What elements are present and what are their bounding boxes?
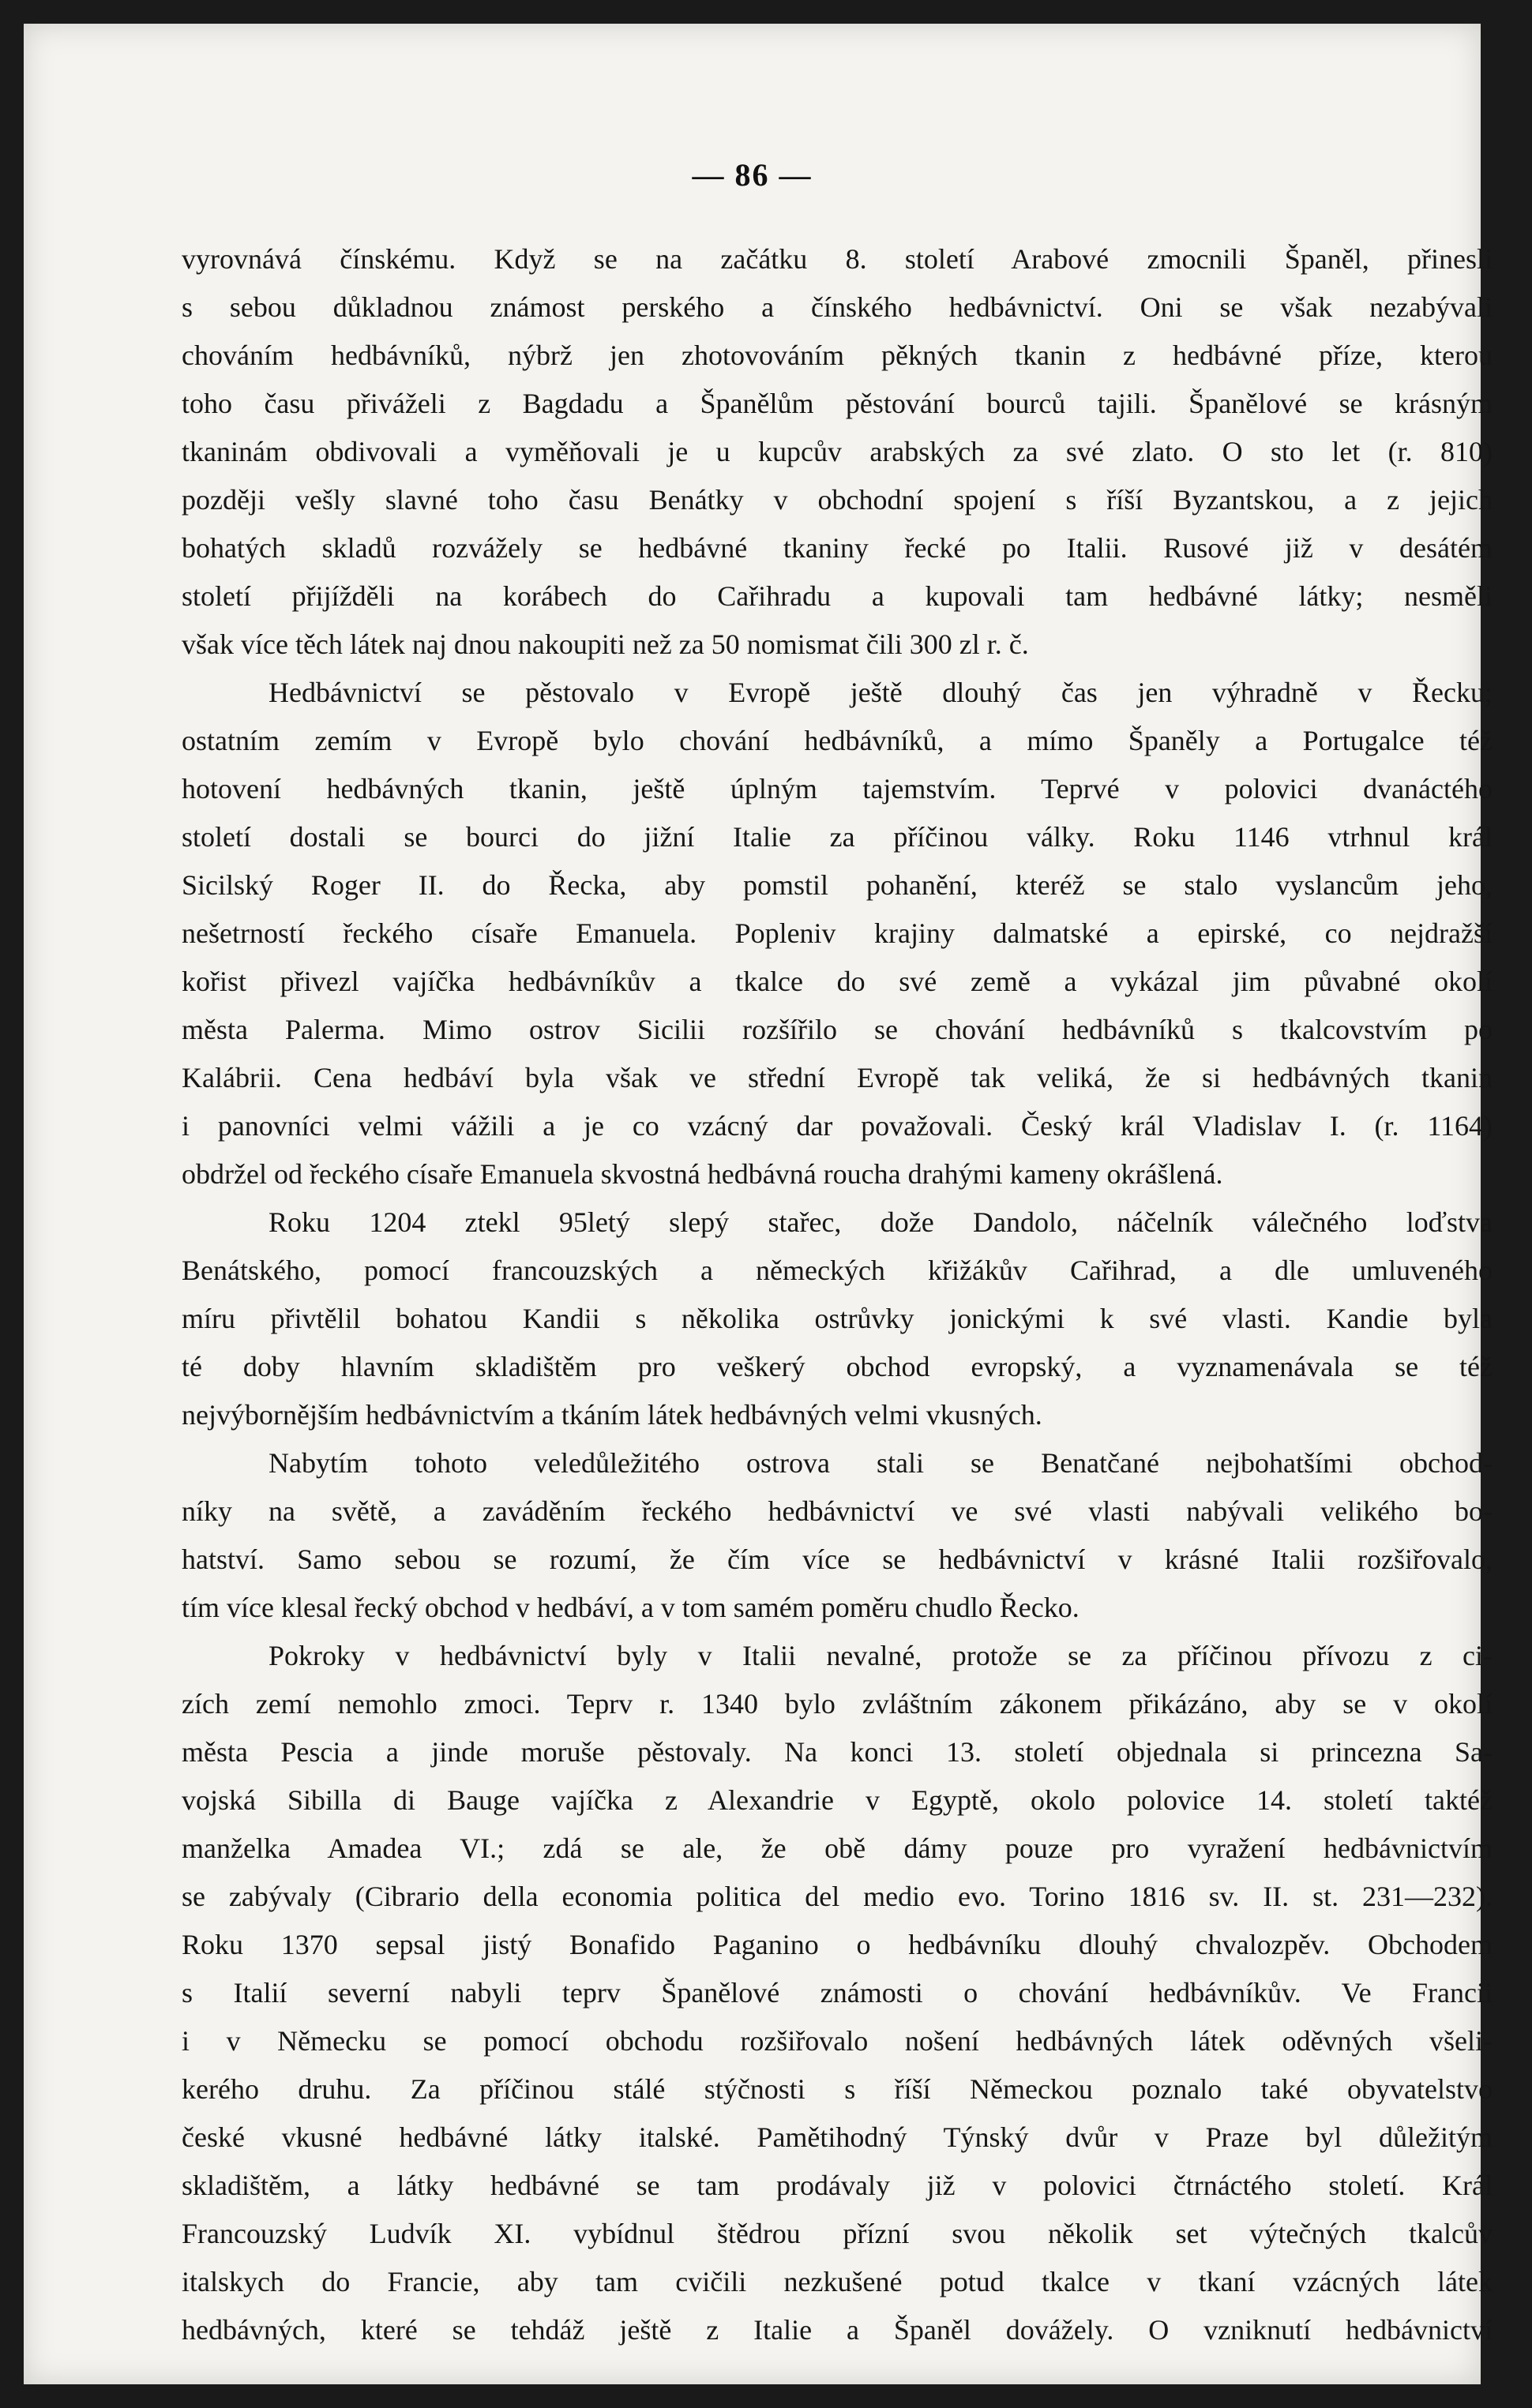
text-line: se zabývaly (Cibrario della economia politica del medio evo. Torino 1816 sv. II. st. 231—232). (182, 1881, 1493, 1912)
text-line: hatství. Samo sebou se rozumí, že čím více se hedbávnictví v krásné Italii rozšiřovalo, (182, 1543, 1493, 1575)
text-line: vyrovnává čínskému. Když se na začátku 8. století Arabové zmocnili Španěl, přinesli (182, 243, 1493, 275)
text-line: manželka Amadea VI.; zdá se ale, že obě dámy pouze pro vyražení hedbávnictvím (182, 1832, 1493, 1864)
text-line: města Palerma. Mimo ostrov Sicilii rozšířilo se chování hedbávníků s tkalcovstvím po (182, 1014, 1493, 1045)
text-line: skladištěm, a látky hedbávné se tam prodávaly již v polovici čtrnáctého století. Král (182, 2170, 1493, 2201)
text-line: i panovníci velmi vážili a je co vzácný dar považovali. Český král Vladislav I. (r. 1164) (182, 1110, 1493, 1142)
text-line: tím více klesal řecký obchod v hedbáví, a v tom samém poměru chudlo Řecko. (182, 1592, 1080, 1623)
text-line: toho času přiváželi z Bagdadu a Španělům pěstování bourců tajili. Španělové se krásným (182, 388, 1493, 419)
text-line: nešetrností řeckého císaře Emanuela. Popleniv krajiny dalmatské a epirské, co nejdražší (182, 917, 1493, 949)
text-line: hedbávných, které se tehdáž ještě z Italie a Španěl dovážely. O vzniknutí hedbávnictví (182, 2314, 1493, 2346)
book-page (24, 24, 1493, 2384)
paragraph-start: Nabytím tohoto veledůležitého ostrova stali se Benatčané nejbohatšími obchod- (268, 1447, 1493, 1479)
text-line: míru přivtělil bohatou Kandii s několika ostrůvky jonickými k své vlasti. Kandie byla (182, 1303, 1493, 1334)
text-line: obdržel od řeckého císaře Emanuela skvostná hedbávná roucha drahými kameny okrášlená. (182, 1158, 1223, 1190)
paragraph-start: Hedbávnictví se pěstovalo v Evropě ještě dlouhý čas jen výhradně v Řecku; (268, 677, 1493, 708)
text-line: hotovení hedbávných tkanin, ještě úplným tajemstvím. Teprvé v polovici dvanáctého (182, 773, 1493, 805)
page-number: — 86 — (692, 157, 813, 193)
text-line: té doby hlavním skladištěm pro veškerý obchod evropský, a vyznamenávala se též (182, 1351, 1493, 1382)
text-line: zích zemí nemohlo zmoci. Teprv r. 1340 bylo zvláštním zákonem přikázáno, aby se v okolí (182, 1688, 1493, 1720)
text-line: italskych do Francie, aby tam cvičili nezkušené potud tkalce v tkaní vzácných látek (182, 2266, 1493, 2297)
text-line: Sicilský Roger II. do Řecka, aby pomstil pohanění, kteréž se stalo vyslancům jeho, (182, 869, 1493, 901)
text-line: i v Německu se pomocí obchodu rozšiřovalo nošení hedbávných látek oděvných všeli- (182, 2025, 1493, 2057)
text-line: chováním hedbávníků, nýbrž jen zhotovováním pěkných tkanin z hedbávné příze, kterou (182, 339, 1493, 371)
text-line: tkaninám obdivovali a vyměňovali je u kupcův arabských za své zlato. O sto let (r. 810) (182, 436, 1493, 467)
text-line: Roku 1370 sepsal jistý Bonafido Paganino o hedbávníku dlouhý chvalozpěv. Obchodem (182, 1929, 1493, 1960)
text-line: vojská Sibilla di Bauge vajíčka z Alexandrie v Egyptě, okolo polovice 14. století taktéž (182, 1784, 1493, 1816)
text-line: století dostali se bourci do jižní Italie za příčinou války. Roku 1146 vtrhnul král (182, 821, 1493, 853)
text-line: nejvýbornějším hedbávnictvím a tkáním látek hedbávných velmi vkusných. (182, 1399, 1042, 1431)
text-line: níky na světě, a zaváděním řeckého hedbávnictví ve své vlasti nabývali velikého bo- (182, 1495, 1493, 1527)
text-line: kořist přivezl vajíčka hedbávníkův a tkalce do své země a vykázal jim půvabné okolí (182, 966, 1493, 997)
paragraph-start: Pokroky v hedbávnictví byly v Italii nevalné, protože se za příčinou přívozu z ci- (268, 1640, 1493, 1671)
text-line: s Italií severní nabyli teprv Španělové známosti o chování hedbávníkův. Ve Francii (182, 1977, 1493, 2009)
text-line: později vešly slavné toho času Benátky v obchodní spojení s říší Byzantskou, a z jejich (182, 484, 1493, 516)
text-line: Benátského, pomocí francouzských a německých křižákův Cařihrad, a dle umluveného (182, 1255, 1493, 1286)
text-line: Francouzský Ludvík XI. vybídnul štědrou přízní svou několik set výtečných tkalcův (182, 2218, 1493, 2249)
text-line: s sebou důkladnou známost perského a čínského hedbávnictví. Oni se však nezabývali (182, 291, 1493, 323)
text-line: bohatých skladů rozvážely se hedbávné tkaniny řecké po Italii. Rusové již v desátém (182, 532, 1493, 564)
paragraph-start: Roku 1204 ztekl 95letý slepý stařec, dože Dandolo, náčelník válečného loďstva (268, 1206, 1493, 1238)
text-line: kerého druhu. Za příčinou stálé stýčnosti s říší Německou poznalo také obyvatelstvo (182, 2073, 1493, 2105)
text-line: Kalábrii. Cena hedbáví byla však ve střední Evropě tak veliká, že si hedbávných tkanin (182, 1062, 1493, 1093)
body-text (182, 235, 1493, 2354)
text-line: století přijížděli na korábech do Cařihradu a kupovali tam hedbávné látky; nesměli (182, 580, 1493, 612)
text-line: města Pescia a jinde moruše pěstovaly. Na konci 13. století objednala si princezna Sa- (182, 1736, 1493, 1768)
text-line: ostatním zemím v Evropě bylo chování hedbávníků, a mímo Španěly a Portugalce též (182, 725, 1493, 756)
text-line: však více těch látek naj dnou nakoupiti než za 50 nomismat čili 300 zl r. č. (182, 628, 1029, 660)
text-line: české vkusné hedbávné látky italské. Pamětihodný Týnský dvůr v Praze byl důležitým (182, 2121, 1493, 2153)
